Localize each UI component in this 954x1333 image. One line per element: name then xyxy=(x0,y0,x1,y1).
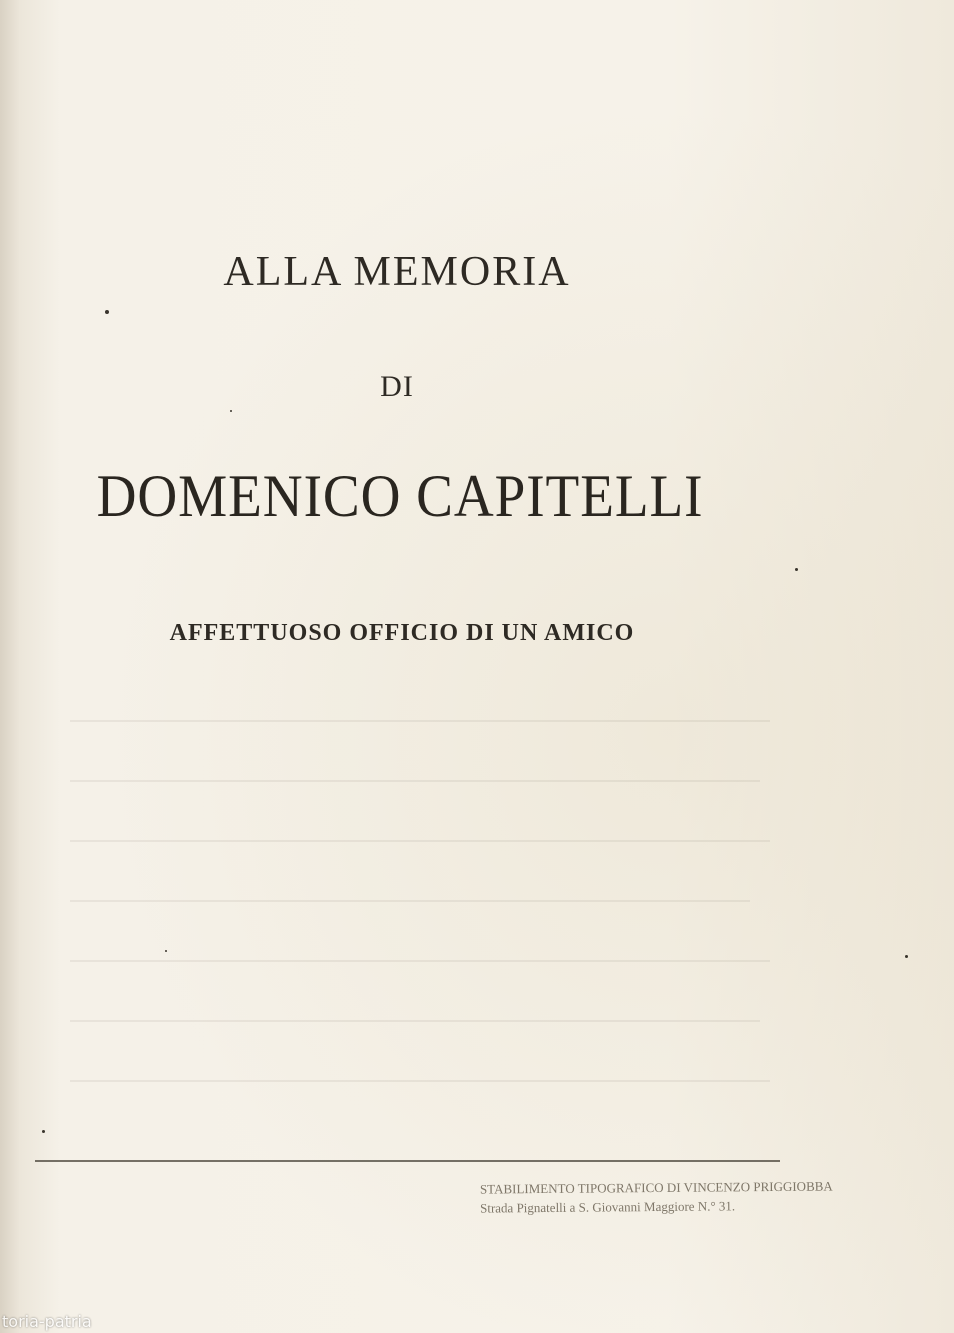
ink-speck xyxy=(795,568,798,571)
ink-speck xyxy=(905,955,908,958)
bleed-through-line xyxy=(70,840,770,842)
bleed-through-line xyxy=(70,900,750,902)
watermark-text: toria-patria xyxy=(2,1312,92,1331)
dedication-heading: ALLA MEMORIA xyxy=(223,249,571,295)
dedication-subtitle: AFFETTUOSO OFFICIO DI UN AMICO xyxy=(169,620,635,646)
ink-speck xyxy=(165,950,167,952)
bleed-through-line xyxy=(70,720,770,722)
bleed-through-line xyxy=(70,1080,770,1082)
ink-speck xyxy=(42,1130,45,1133)
imprint-line: Strada Pignatelli a S. Giovanni Maggiore N.° 31. xyxy=(480,1198,736,1216)
printer-imprint xyxy=(480,1178,840,1219)
dedication-name: DOMENICO CAPITELLI xyxy=(96,463,704,529)
bleed-through-line xyxy=(70,780,760,782)
imprint-line: STABILIMENTO TIPOGRAFICO DI VINCENZO PRIGGIOBBA xyxy=(479,1178,833,1197)
bleed-through-line xyxy=(70,960,770,962)
horizontal-rule xyxy=(35,1160,780,1162)
ink-speck xyxy=(230,410,232,412)
ink-speck xyxy=(105,310,109,314)
bleed-through-line xyxy=(70,1020,760,1022)
dedication-preposition: DI xyxy=(380,370,414,403)
